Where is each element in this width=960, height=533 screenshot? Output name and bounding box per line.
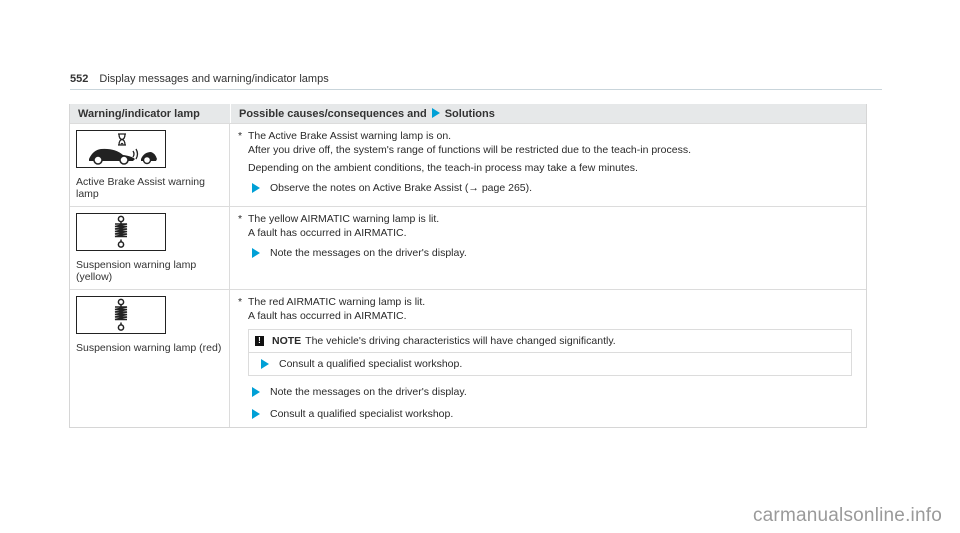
causes-cell: [230, 124, 866, 206]
col-header-solutions-text: Solutions: [444, 108, 495, 120]
cause-text: The red AIRMATIC warning lamp is lit.: [248, 296, 426, 308]
action-text: Note the messages on the driver's display.: [270, 247, 467, 259]
warning-lamp-table: [69, 104, 867, 428]
suspension-spring-icon: [76, 296, 166, 334]
solutions-arrow-icon: [432, 108, 440, 118]
action-item: [238, 407, 858, 421]
header-rule: [70, 89, 882, 90]
action-item: [238, 246, 858, 260]
cause-marker: *: [238, 213, 243, 225]
cause-text: The yellow AIRMATIC warning lamp is lit.: [248, 213, 440, 225]
note-box: [248, 329, 852, 376]
note-action: [249, 352, 851, 375]
lamp-cell: [70, 207, 230, 289]
table-header: [70, 104, 866, 123]
note-label: NOTE: [272, 335, 302, 347]
action-arrow-icon: [252, 183, 260, 193]
cause-marker: *: [238, 296, 243, 308]
table-row: [70, 123, 866, 206]
page-header: [70, 73, 329, 85]
causes-cell: [230, 290, 866, 427]
action-arrow-icon: [252, 248, 260, 258]
lamp-cell: [70, 124, 230, 206]
lamp-cell: [70, 290, 230, 427]
cause-line: [238, 212, 858, 226]
lamp-name: Active Brake Assist warning lamp: [76, 176, 205, 200]
detail-text: A fault has occurred in AIRMATIC.: [248, 227, 407, 239]
col-header-lamp: Warning/indicator lamp: [78, 108, 200, 120]
col-header-causes-text: Possible causes/consequences and: [239, 108, 427, 120]
detail-text: A fault has occurred in AIRMATIC.: [248, 310, 407, 322]
col-header-causes: [230, 104, 866, 123]
action-text: Consult a qualified specialist workshop.: [270, 408, 454, 420]
cause-text: The Active Brake Assist warning lamp is on.: [248, 130, 452, 142]
action-text: Observe the notes on Active Brake Assist (→ page 265).: [270, 182, 533, 194]
warning-exclamation-icon: !: [255, 336, 264, 346]
note-text: The vehicle's driving characteristics will have changed significantly.: [305, 335, 616, 347]
action-arrow-icon: [261, 359, 269, 369]
table-row: [70, 289, 866, 427]
detail-text: After you drive off, the system's range of functions will be restricted due to the teach-in process.: [248, 144, 692, 156]
causes-cell: [230, 207, 866, 289]
note-action-text: Consult a qualified specialist workshop.: [279, 358, 463, 370]
table-row: [70, 206, 866, 289]
cause-line: [238, 295, 858, 309]
note-line: [249, 330, 851, 352]
page-title: Display messages and warning/indicator lamps: [99, 73, 329, 85]
action-text: Note the messages on the driver's display.: [270, 386, 467, 398]
lamp-name: Suspension warning lamp (yellow): [76, 259, 197, 283]
detail-text-2: Depending on the ambient conditions, the teach-in process may take a few minutes.: [248, 162, 638, 174]
active-brake-assist-icon: [76, 130, 166, 168]
lamp-name: Suspension warning lamp (red): [76, 342, 222, 354]
page-number: 552: [70, 73, 89, 85]
action-arrow-icon: [252, 409, 260, 419]
cause-line: [238, 129, 858, 143]
cause-marker: *: [238, 130, 243, 142]
action-arrow-icon: [252, 387, 260, 397]
watermark: carmanualsonline.info: [752, 505, 942, 526]
action-item: [238, 181, 858, 195]
suspension-spring-icon: [76, 213, 166, 251]
action-item: [238, 385, 858, 399]
